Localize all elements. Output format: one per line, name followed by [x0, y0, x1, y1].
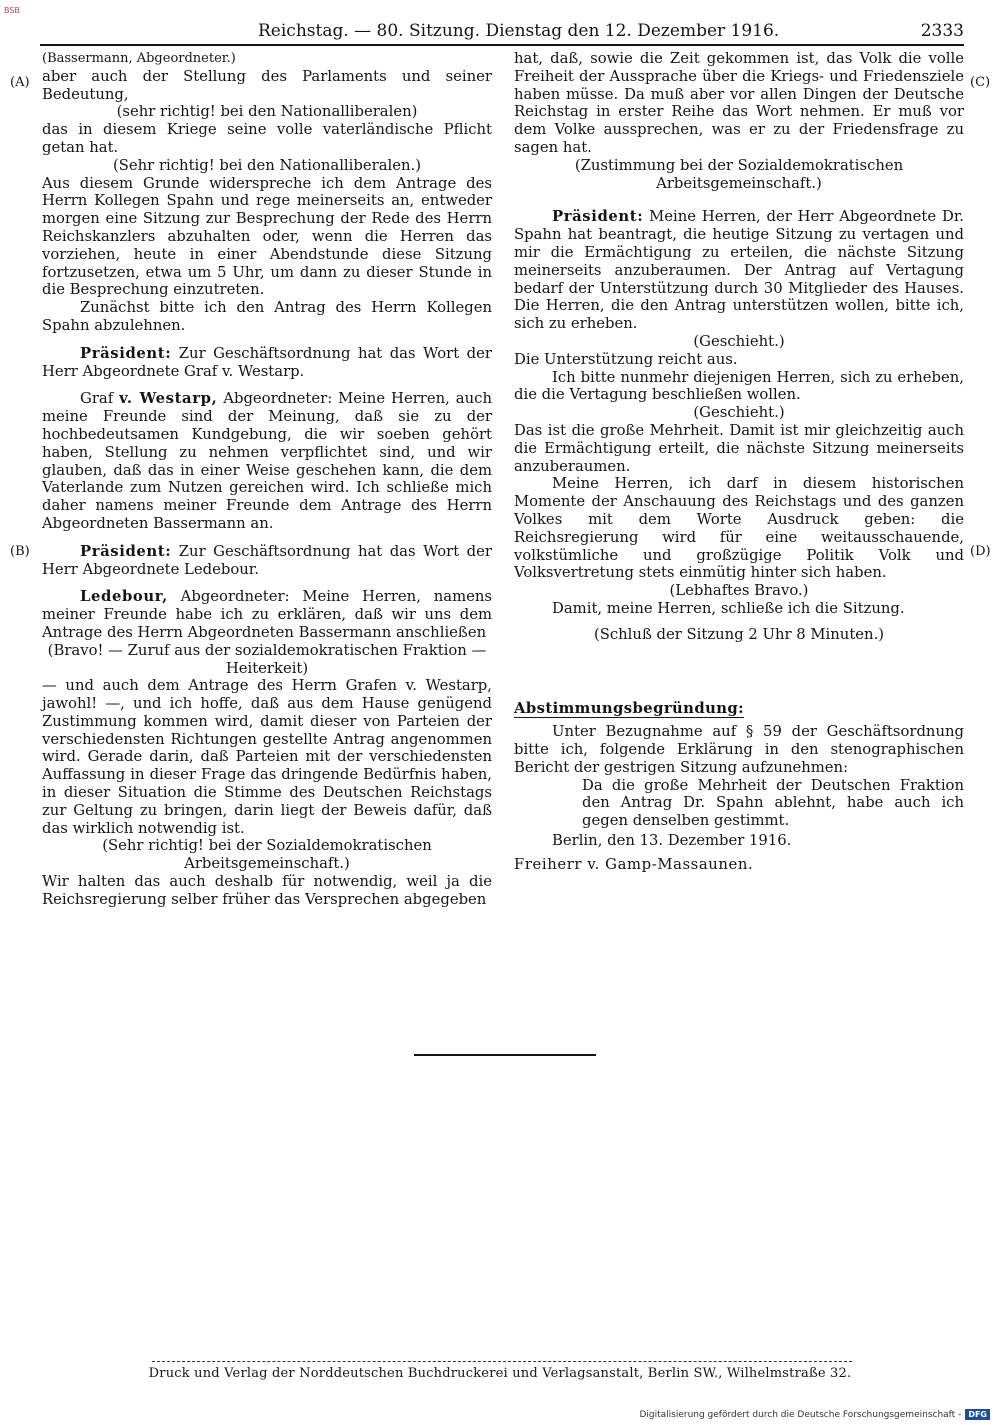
margin-letter-b: (B) — [10, 544, 30, 559]
right-column — [514, 50, 964, 874]
section-heading: Abstimmungsbegründung: — [514, 699, 745, 717]
running-title: Reichstag. — 80. Sitzung. Dienstag den 12. Dezember 1916. — [258, 21, 780, 41]
interjection: (Geschieht.) — [693, 404, 785, 422]
speech-paragraph — [42, 543, 492, 579]
speaker-name: Präsident: — [80, 344, 172, 362]
speech-text: Zur Geschäftsordnung hat das Wort der Herr Abgeordnete Ledebour. — [42, 542, 492, 578]
speech-paragraph — [42, 588, 492, 641]
margin-letter-d: (D) — [970, 544, 991, 559]
footer-rule — [152, 1361, 852, 1362]
speaker-title: Graf — [80, 390, 114, 408]
paragraph: Damit, meine Herren, schließe ich die Sitzung. — [552, 599, 905, 617]
paragraph: — und auch dem Antrage des Herrn Grafen v. Westarp, jawohl! —, und ich hoffe, daß aus dem Hause genügend Zustimmung kommen wird, damit dieser von Parteien der verschiedensten Richtungen gestellte Antrag angenommen wird. Gerade darin, daß Parteien mit der verschiedensten Auffassung in dieser Frage das dringende Bedürfnis haben, in dieser Situation die Stimme des Deutschen Reichstags zur Geltung zu bringen, darin liegt der Beweis dafür, daß das wirklich notwendig ist. — [42, 677, 492, 837]
paragraph: Meine Herren, ich darf in diesem historischen Momente der Anschauung des Reichstags und des ganzen Volkes mit dem Worte Ausdruck geben: die Reichsregierung wird für eine weitausschauende, volkstümliche und großzügige Politik Volk und Volksvertretung stets einmütig hinter sich haben. — [514, 475, 964, 582]
page-header — [244, 21, 964, 45]
interjection: (Geschieht.) — [693, 332, 785, 350]
paragraph: das in diesem Kriege seine volle vaterländische Pflicht getan hat. — [42, 121, 492, 156]
header-rule — [40, 44, 964, 46]
speech-text: Abgeordneter: Meine Herren, namens meiner Freunde habe ich zu erklären, daß wir uns dem Antrage des Herrn Abgeordneten Bassermann anschließen — [42, 588, 492, 641]
end-rule — [414, 1054, 596, 1056]
paragraph: Zunächst bitte ich den Antrag des Herrn Kollegen Spahn abzulehnen. — [42, 299, 492, 334]
page-number: 2333 — [920, 21, 964, 41]
paragraph: Die Unterstützung reicht aus. — [514, 350, 738, 368]
interjection: (Bravo! — Zuruf aus der sozialdemokratischen Fraktion — Heiterkeit) — [47, 641, 487, 677]
speech-paragraph — [42, 390, 492, 532]
interjection: (Sehr richtig! bei der Sozialdemokratischen Arbeitsgemeinschaft.) — [102, 837, 432, 873]
paragraph: hat, daß, sowie die Zeit gekommen ist, das Volk die volle Freiheit der Aussprache über die Kriegs- und Friedensziele haben müsse. Da muß aber vor allen Dingen der Deutsche Reichstag in erster Reihe das Wort nehmen. Er muß vor dem Volke aussprechen, was er zu der Friedensfrage zu sagen hat. — [514, 50, 964, 156]
paragraph: Aus diesem Grunde widerspreche ich dem Antrage des Herrn Kollegen Spahn und rege meinerseits an, entweder morgen eine Sitzung zur Besprechung der Rede des Herrn Reichskanzlers abzuhalten oder, wenn die Herren das vorziehen, heute in einer Abendstunde diese Sitzung fortzusetzen, etwa um 5 Uhr, um dann zu dieser Stunde in die Besprechung einzutreten. — [42, 174, 492, 299]
speech-text: Meine Herren, der Herr Abgeordnete Dr. Spahn hat beantragt, die heutige Sitzung zu vertagen und mir die Ermächtigung zu erteilen, die nächste Sitzung meinerseits anzuberaumen. Der Antrag auf Vertagung bedarf der Unterstützung durch 30 Mitglieder des Hauses. Die Herren, die den Antrag unterstützen wollen, bitte ich, sich zu erheben. — [514, 208, 964, 333]
left-column — [42, 50, 492, 909]
speech-text: Zur Geschäftsordnung hat das Wort der Herr Abgeordnete Graf v. Westarp. — [42, 344, 492, 380]
digitization-note — [639, 1409, 990, 1420]
date-line: Berlin, den 13. Dezember 1916. — [552, 832, 792, 850]
declaration-text: Da die große Mehrheit der Deutschen Fraktion den Antrag Dr. Spahn ablehnt, habe auch ich gegen denselben gestimmt. — [582, 776, 964, 830]
speech-paragraph — [42, 345, 492, 381]
session-close-note: (Schluß der Sitzung 2 Uhr 8 Minuten.) — [593, 625, 885, 643]
speaker-name: v. Westarp, — [119, 390, 218, 408]
speaker-name: Präsident: — [80, 542, 172, 560]
interjection: (Sehr richtig! bei den Nationalliberalen.) — [112, 156, 422, 174]
paragraph: aber auch der Stellung des Parlaments und seiner Bedeutung, — [42, 67, 492, 103]
speaker-continuation-note: (Bassermann, Abgeordneter.) — [42, 51, 236, 66]
paragraph: Unter Bezugnahme auf § 59 der Geschäftsordnung bitte ich, folgende Erklärung in den stenographischen Bericht der gestrigen Sitzung aufzunehmen: — [514, 723, 964, 776]
printer-footer: Druck und Verlag der Norddeutschen Buchdruckerei und Verlagsanstalt, Berlin SW., Wilhelmstraße 32. — [148, 1366, 852, 1381]
signature: Freiherr v. Gamp-Massaunen. — [514, 855, 754, 873]
dfg-logo: DFG — [965, 1409, 990, 1420]
paragraph: Das ist die große Mehrheit. Damit ist mir gleichzeitig auch die Ermächtigung erteilt, die nächste Sitzung meinerseits anzuberaumen. — [514, 421, 964, 475]
speaker-name: Präsident: — [552, 208, 644, 226]
interjection: (sehr richtig! bei den Nationalliberalen) — [116, 103, 418, 121]
digitization-text: Digitalisierung gefördert durch die Deutsche Forschungsgemeinschaft - — [639, 1409, 962, 1420]
speech-text: Abgeordneter: Meine Herren, auch meine Freunde sind der Meinung, daß sie zu der hochbedeutsamen Kundgebung, die wir soeben gehört haben, Stellung zu nehmen verpflichtet sind, und wir glauben, daß das in einer Weise geschehen kann, die dem Vaterlande zum Nutzen gereichen wird. Ich schließe mich daher namens meiner Freunde dem Antrage des Herrn Abgeordneten Bassermann an. — [42, 390, 492, 532]
interjection: (Zustimmung bei der Sozialdemokratischen Arbeitsgemeinschaft.) — [574, 156, 904, 192]
speaker-name: Ledebour, — [80, 588, 168, 606]
paragraph: Wir halten das auch deshalb für notwendig, weil ja die Reichsregierung selber früher das Versprechen abgegeben — [42, 873, 492, 908]
library-corner-mark: BSB — [4, 6, 20, 15]
margin-letter-a: (A) — [10, 75, 30, 90]
margin-letter-c: (C) — [970, 75, 991, 90]
interjection: (Lebhaftes Bravo.) — [669, 582, 809, 600]
paragraph: Ich bitte nunmehr diejenigen Herren, sich zu erheben, die die Vertagung beschließen wollen. — [514, 368, 964, 404]
speech-paragraph — [514, 208, 964, 333]
